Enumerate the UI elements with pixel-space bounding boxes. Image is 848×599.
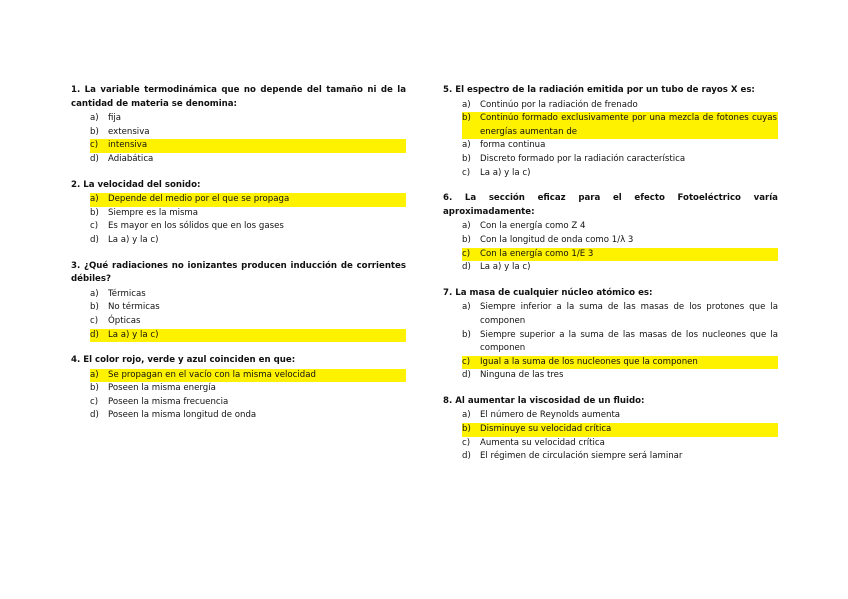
option-letter: a) [462,140,471,151]
answer-option [90,288,406,302]
answer-option [90,207,406,221]
option-letter: d) [90,329,108,343]
answer-option [462,220,778,234]
option-letter: d) [462,370,471,381]
answer-options [443,99,778,181]
option-letter: a) [90,288,99,299]
option-text: La a) y la c) [108,329,406,343]
option-text: Continúo formado exclusivamente por una mezcla de fotones cuyas energías aumentan de [480,112,778,139]
option-text: Depende del medio por el que se propaga [108,193,406,207]
question-block [71,84,406,167]
option-letter: b) [462,234,471,245]
option-letter: b) [90,383,99,394]
option-text: Con la energía como Z 4 [480,221,586,232]
answer-option-highlighted [462,112,778,139]
option-text: Con la longitud de onda como 1/λ 3 [480,234,634,245]
option-letter: a) [462,302,471,313]
option-text: Discreto formado por la radiación característica [480,153,686,164]
left-column [71,84,406,435]
option-text: intensiva [108,139,406,153]
answer-option [90,382,406,396]
option-text: La a) y la c) [108,234,159,245]
option-letter: d) [462,262,471,273]
answer-option [462,167,778,181]
answer-option [462,329,778,356]
answer-option-highlighted [462,423,778,437]
answer-option [90,301,406,315]
option-letter: b) [462,112,480,139]
answer-option [462,261,778,275]
answer-option [90,409,406,423]
answer-options [443,409,778,463]
question-block [71,354,406,423]
option-letter: a) [90,193,108,207]
option-text: Ópticas [108,315,141,326]
option-text: extensiva [108,126,150,137]
question-block [443,287,778,383]
option-letter: a) [462,221,471,232]
option-letter: b) [90,302,99,313]
option-letter: a) [90,369,108,383]
option-letter: c) [462,248,480,262]
option-text: Adiabática [108,153,154,164]
answer-option-highlighted [90,329,406,343]
question-title: 5. El espectro de la radiación emitida por un tubo de rayos X es: [443,85,755,95]
answer-options [71,112,406,166]
option-letter: b) [462,423,480,437]
question-title: 4. El color rojo, verde y azul coinciden en que: [71,355,296,366]
option-text: El régimen de circulación siempre será laminar [480,451,683,462]
option-text: Siempre inferior a la suma de las masas de los protones que la componen [480,302,778,326]
option-letter: d) [90,153,99,164]
question-block [71,179,406,248]
option-text: Aumenta su velocidad crítica [480,437,605,448]
answer-option [462,99,778,113]
answer-option [462,153,778,167]
answer-option [90,126,406,140]
answer-option [90,396,406,410]
option-letter: a) [462,99,471,110]
option-text: La a) y la c) [480,262,531,273]
answer-option-highlighted [462,356,778,370]
question-block [443,192,778,275]
option-letter: b) [90,126,99,137]
option-text: Continúo por la radiación de frenado [480,99,638,110]
answer-option-highlighted [90,193,406,207]
option-text: Es mayor en los sólidos que en los gases [108,221,284,232]
option-letter: c) [90,315,99,326]
question-title: 3. ¿Qué radiaciones no ionizantes producen inducción de corrientes débiles? [71,260,406,285]
right-column [443,84,778,476]
option-letter: c) [462,167,471,178]
answer-option [90,315,406,329]
answer-options [443,220,778,274]
answer-option [462,301,778,328]
answer-option [462,437,778,451]
question-title: 8. Al aumentar la viscosidad de un fluido: [443,395,645,406]
option-text: Se propagan en el vacío con la misma velocidad [108,369,406,383]
option-letter: c) [90,139,108,153]
option-letter: b) [90,207,99,218]
question-title: 6. La sección eficaz para el efecto Fotoeléctrico varía aproximadamente: [443,193,778,217]
answer-option [462,139,778,153]
answer-option [90,153,406,167]
answer-option [90,234,406,248]
option-text: Siempre es la misma [108,207,199,218]
option-text: El número de Reynolds aumenta [480,410,621,421]
answer-options [443,301,778,383]
answer-options [71,193,406,247]
option-text: Disminuye su velocidad crítica [480,423,778,437]
answer-option-highlighted [90,369,406,383]
option-letter: c) [90,396,99,407]
answer-option [90,112,406,126]
answer-option [462,409,778,423]
question-block [443,395,778,464]
option-text: Poseen la misma energía [108,383,216,394]
answer-option [462,369,778,383]
answer-options [71,288,406,342]
answer-option-highlighted [90,139,406,153]
option-text: No térmicas [108,302,160,313]
option-letter: a) [90,113,99,124]
option-text: Poseen la misma longitud de onda [108,410,257,421]
option-letter: c) [462,437,471,448]
option-text: La a) y la c) [480,167,531,178]
option-letter: a) [462,410,471,421]
option-letter: b) [462,329,471,340]
option-text: Igual a la suma de los nucleones que la componen [480,356,778,370]
answer-option [462,450,778,464]
option-letter: c) [462,356,480,370]
option-letter: c) [90,221,99,232]
answer-option [90,220,406,234]
option-text: Ninguna de las tres [480,370,564,381]
question-block [71,260,406,343]
option-letter: d) [90,234,99,245]
answer-option [462,234,778,248]
option-text: Siempre superior a la suma de las masas de los nucleones que la componen [480,329,778,354]
question-title: 2. La velocidad del sonido: [71,179,201,190]
option-text: Poseen la misma frecuencia [108,396,229,407]
question-title: 7. La masa de cualquier núcleo atómico es: [443,287,653,298]
option-letter: d) [90,410,99,421]
option-text: fija [108,113,122,124]
answer-options [71,369,406,423]
question-title: 1. La variable termodinámica que no depende del tamaño ni de la cantidad de materia se denomina: [71,85,406,109]
answer-option-highlighted [462,248,778,262]
option-text: Térmicas [108,288,146,299]
option-letter: d) [462,451,471,462]
option-text: forma continua [480,140,546,151]
option-text: Con la energía como 1/E 3 [480,248,778,262]
question-block [443,84,778,180]
option-letter: b) [462,153,471,164]
